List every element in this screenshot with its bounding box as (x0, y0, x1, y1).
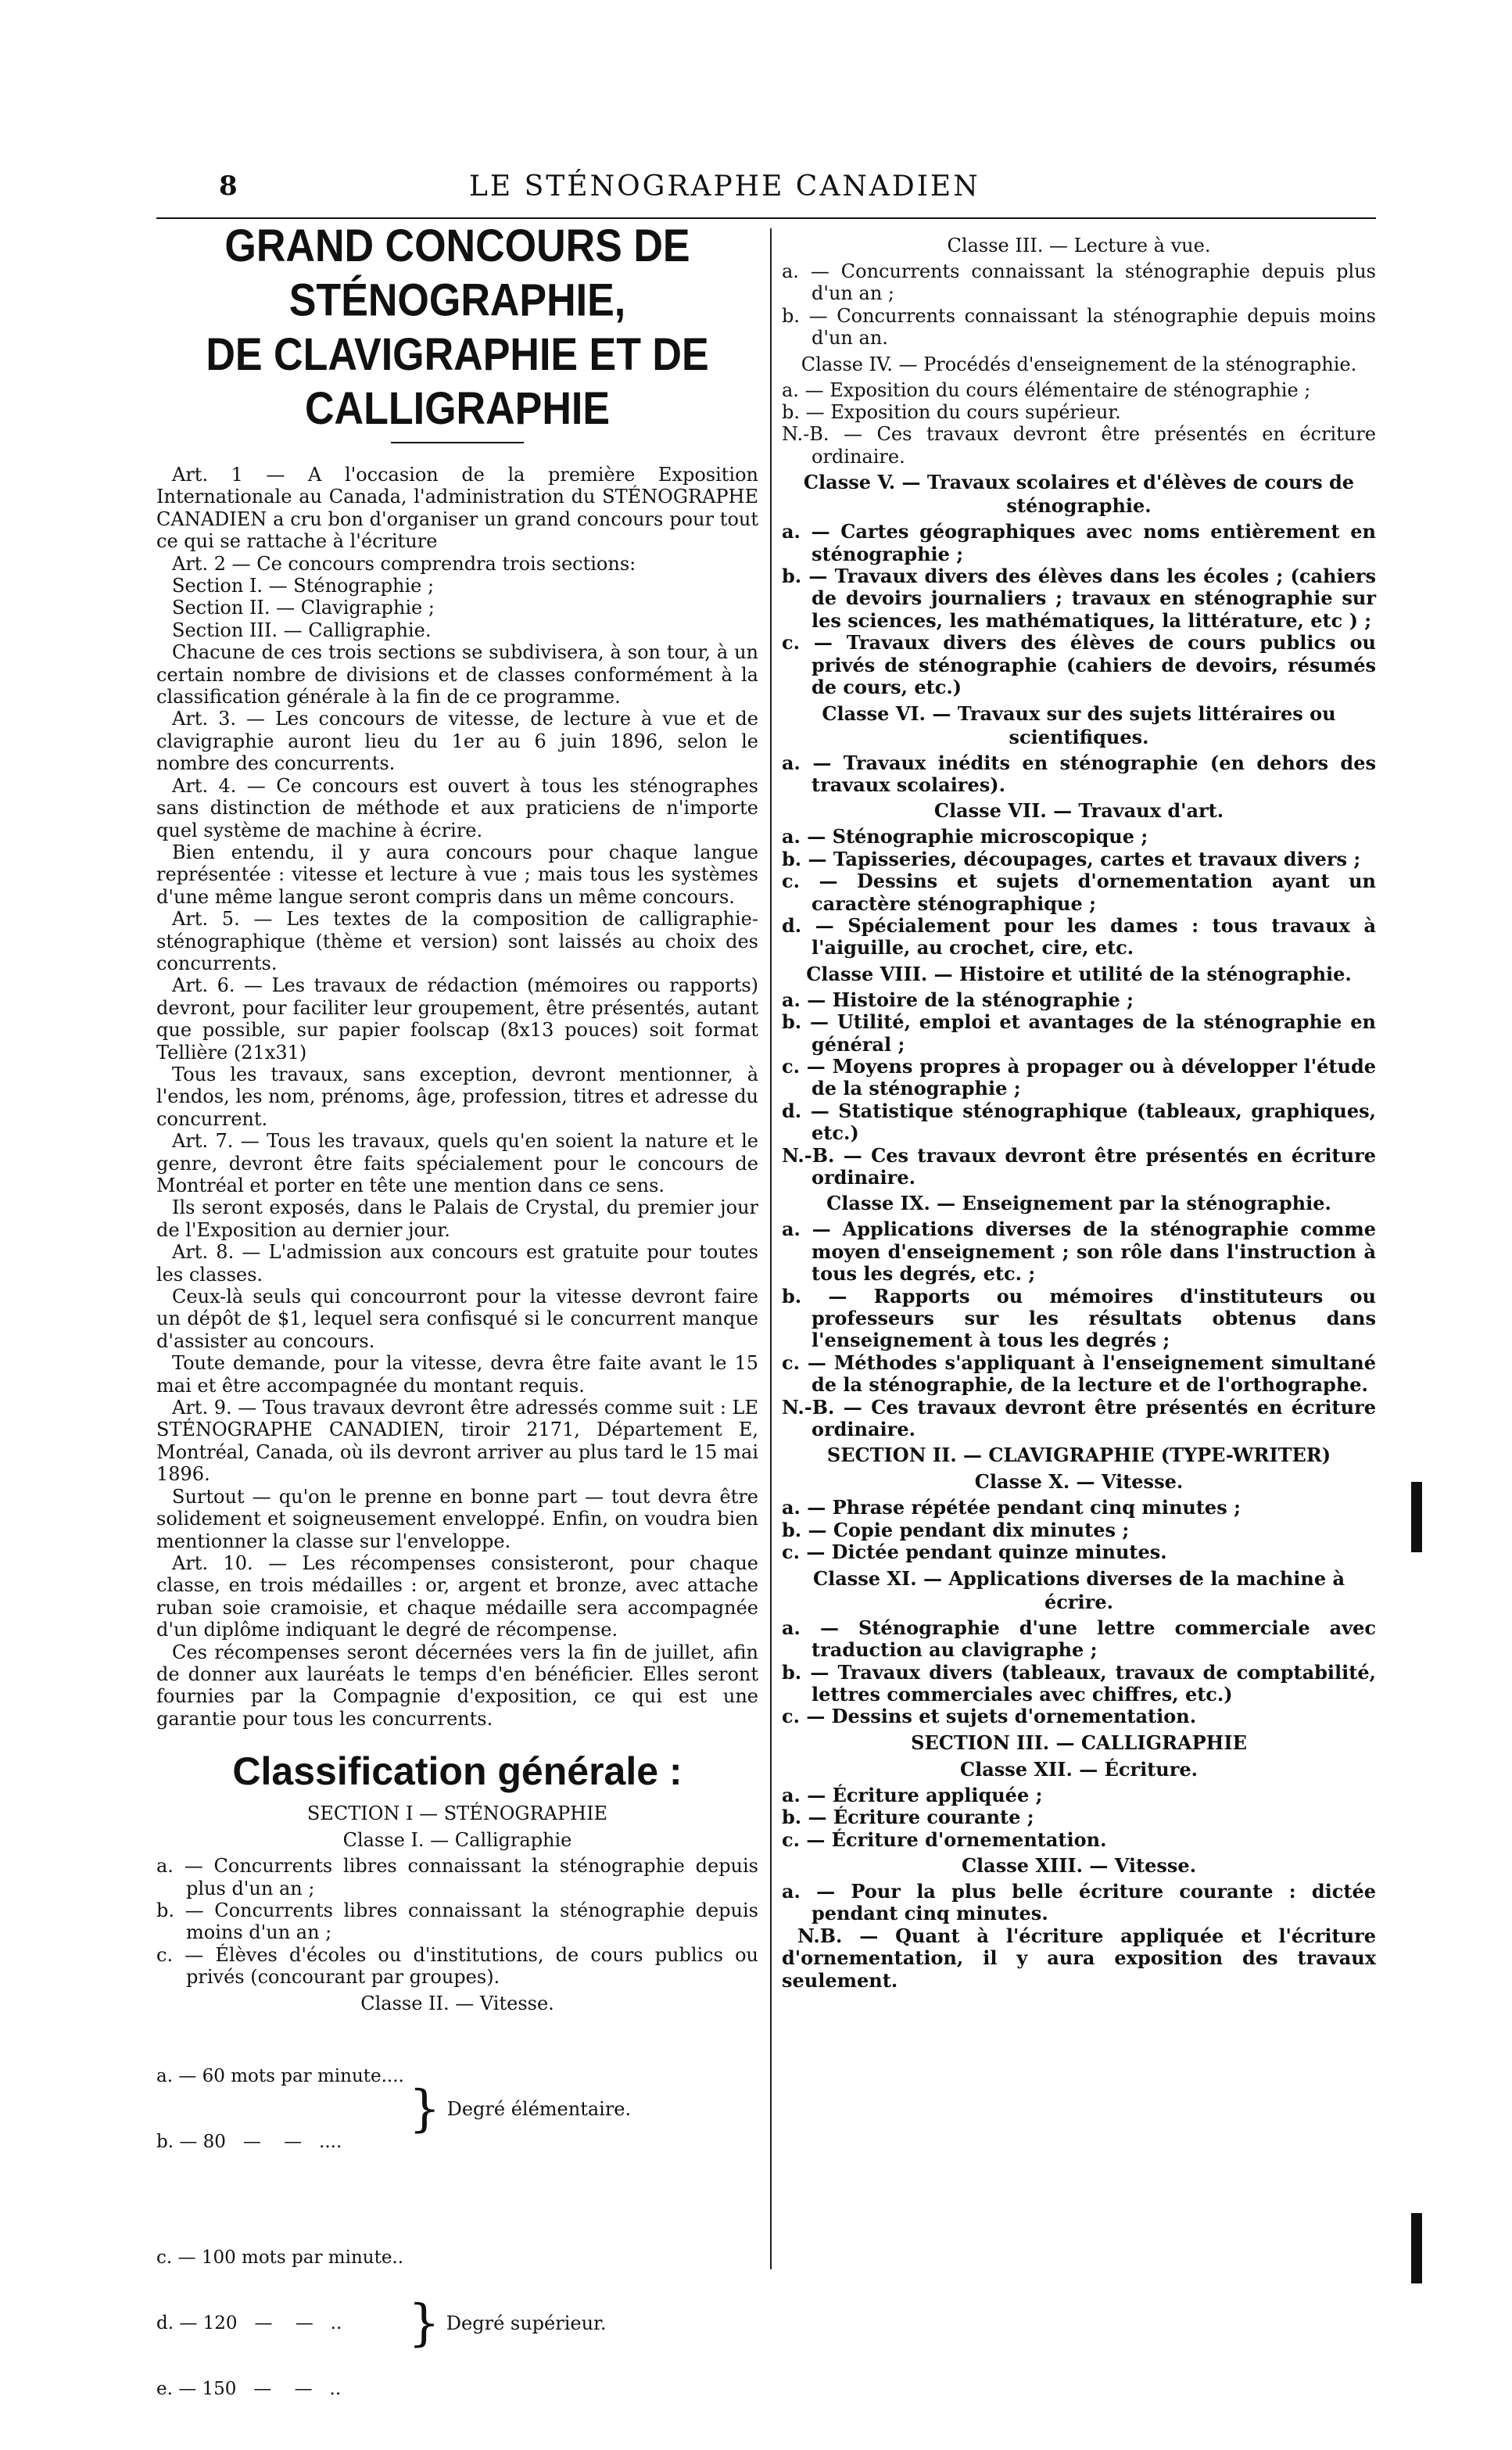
class-item: d. — Spécialement pour les dames : tous travaux à l'aiguille, au crochet, cire, etc. (782, 913, 1376, 960)
class-item: c. — Élèves d'écoles ou d'institutions, de cours publics ou privés (concourant par groupes). (156, 1943, 758, 1989)
right-column (782, 231, 1376, 2268)
class-heading: Classe XIII. — Vitesse. (961, 1853, 1197, 1877)
article-paragraph: Ils seront exposés, dans le Palais de Crystal, du premier jour de l'Exposition au dernier jour. (156, 1196, 758, 1241)
class-item: d. — Statistique sténographique (tableaux, graphiques, etc.) (782, 1099, 1376, 1145)
brace-icon: } (408, 2294, 440, 2352)
left-column (156, 221, 759, 2399)
article-paragraph: Art. 4. — Ce concours est ouvert à tous les sténographes sans distinction de méthode et aux praticiens de n'importe quel système de machine à écrire. (156, 774, 758, 841)
class-item: c. — Méthodes s'appliquant à l'enseignement simultané de la sténographie, de la lecture et de l'orthographe. (782, 1351, 1376, 1397)
article-body (156, 464, 758, 1730)
classification-title: Classification générale : (232, 1749, 683, 1794)
article-title-line: CALLIGRAPHIE (305, 383, 610, 435)
class-item: c. — Travaux divers des élèves de cours publics ou privés de sténographie (cahiers de devoirs, résumés de cours, etc.) (782, 631, 1376, 699)
article-paragraph: Bien entendu, il y aura concours pour chaque langue représentée : vitesse et lecture à vue ; mais tous les systèmes d'une même langue seront compris dans un même concours. (156, 841, 758, 908)
article-paragraph: Art. 7. — Tous les travaux, quels qu'en soient la nature et le genre, devront être faits spécialement pour le concours de Montréal et porter en tête une mention dans ce sens. (156, 1130, 758, 1196)
class-item: a. — Travaux inédits en sténographie (en dehors des travaux scolaires). (782, 751, 1376, 796)
article-paragraph: Ces récompenses seront décernées vers la fin de juillet, afin de donner aux lauréats le temps d'en bénéficier. Elles seront fournies par la Compagnie d'exposition, ce qui est une garantie pour tous les concurrents. (156, 1641, 758, 1730)
class-item: c. — Dessins et sujets d'ornementation ayant un caractère sténographique ; (782, 870, 1376, 915)
class-item: b. — Rapports ou mémoires d'instituteurs ou professeurs sur les résultats obtenus dans l'enseignement à tous les degrés ; (782, 1284, 1376, 1352)
class-item: a. — Pour la plus belle écriture courante : dictée pendant cinq minutes. (782, 1879, 1376, 1925)
class-note: N.-B. — Ces travaux devront être présentés en écriture ordinaire. (782, 423, 1376, 468)
running-head (219, 170, 1368, 217)
article-paragraph: Art. 2 — Ce concours comprendra trois sections: (172, 552, 636, 575)
class-heading: Classe I. — Calligraphie (342, 1829, 572, 1852)
class-item: b. — Tapisseries, découpages, cartes et travaux divers ; (782, 847, 1361, 870)
degree-label: Degré élémentaire. (446, 2097, 632, 2120)
journal-title: LE STÉNOGRAPHE CANADIEN (469, 170, 980, 203)
speed-row: b. — 80 — — .... (156, 2131, 342, 2152)
class-item: a. — Sténographie microscopique ; (782, 825, 1148, 848)
class-item: a. — Exposition du cours élémentaire de sténographie ; (782, 378, 1311, 401)
class-heading: Classe IX. — Enseignement par la sténographie. (826, 1192, 1331, 1215)
article-paragraph: Toute demande, pour la vitesse, devra être faite avant le 15 mai et être accompagnée du montant requis. (156, 1352, 758, 1397)
class-item: c. — Moyens propres à propager ou à développer l'étude de la sténographie ; (782, 1054, 1376, 1100)
class-item: b. — Concurrents libres connaissant la sténographie depuis moins d'un an ; (156, 1899, 758, 1944)
speed-groups (156, 2021, 631, 2450)
article-paragraph: Section II. — Clavigraphie ; (172, 597, 435, 619)
article-paragraph: Section III. — Calligraphie. (172, 619, 432, 641)
page-edge-mark (1411, 2213, 1422, 2283)
class-heading: Classe V. — Travaux scolaires et d'élèves de cours de sténographie. (803, 471, 1355, 518)
article-paragraph: Art. 9. — Tous travaux devront être adressés comme suit : LE STÉNOGRAPHE CANADIEN, tiroir 2171, Département E, Montréal, Canada, où ils devront arriver au plus tard le 15 mai 1896. (156, 1397, 758, 1486)
speed-row: c. — 100 mots par minute.. (156, 2247, 404, 2268)
brace-icon: } (408, 2079, 441, 2138)
class-item: a. — Applications diverses de la sténographie comme moyen d'enseignement ; son rôle dans l'instruction à tous les degrés, etc. ; (782, 1218, 1376, 1286)
class-heading: Classe VIII. — Histoire et utilité de la sténographie. (806, 962, 1352, 985)
speed-rows (156, 2203, 403, 2444)
class-item: b. — Travaux divers (tableaux, travaux de comptabilité, lettres commerciales avec chiffres, etc.) (782, 1660, 1376, 1706)
section-heading: SECTION I — STÉNOGRAPHIE (306, 1803, 608, 1825)
article-paragraph: Surtout — qu'on le prenne en bonne part — tout devra être solidement et soigneusement enveloppé. Enfin, on voudra bien mentionner la classe sur l'enveloppe. (156, 1485, 758, 1552)
article-paragraph: Section I. — Sténographie ; (172, 575, 435, 597)
page-number: 8 (219, 170, 238, 202)
class-note: N.-B. — Ces travaux devront être présentés en écriture ordinaire. (782, 1143, 1376, 1189)
page-edge-mark (1411, 1482, 1422, 1552)
class-item: a. — Phrase répétée pendant cinq minutes ; (782, 1496, 1241, 1519)
class-item: a. — Écriture appliquée ; (782, 1783, 1043, 1806)
article-paragraph: Tous les travaux, sans exception, devront mentionner, à l'endos, les nom, prénoms, âge, profession, titres et adresse du concurrent. (156, 1063, 759, 1130)
class-item: b. — Exposition du cours supérieur. (782, 401, 1121, 424)
section-heading: SECTION III. — CALLIGRAPHIE (911, 1731, 1247, 1754)
class-note: N.-B. — Ces travaux devront être présentés en écriture ordinaire. (782, 1395, 1376, 1441)
class-heading: Classe II. — Vitesse. (360, 1992, 554, 2014)
degree-group-elementary (156, 2021, 631, 2197)
speed-rows (156, 2021, 404, 2197)
class-item: c. — Dictée pendant quinze minutes. (782, 1541, 1167, 1564)
article-title-line: GRAND CONCOURS DE STÉNOGRAPHIE, (224, 221, 690, 326)
article-paragraph: Art. 6. — Les travaux de rédaction (mémoires ou rapports) devront, pour faciliter leur groupement, être présentés, autant que possible, sur papier foolscap (8x13 pouces) soit format Tellière (21x31) (156, 974, 758, 1064)
speed-table (156, 2021, 758, 2450)
degree-label: Degré supérieur. (446, 2312, 607, 2334)
class-item: a. — Concurrents connaissant la sténographie depuis plus d'un an ; (782, 260, 1376, 305)
article-paragraph: Chacune de ces trois sections se subdivisera, à son tour, à un certain nombre de divisions et de classes conformément à la classification générale à la fin de ce programme. (156, 641, 758, 708)
class-item: b. — Copie pendant dix minutes ; (782, 1518, 1130, 1541)
speed-row: e. — 150 — — .. (156, 2378, 342, 2399)
article-paragraph: Art. 8. — L'admission aux concours est gratuite pour toutes les classes. (156, 1241, 758, 1286)
class-item: a. — Concurrents libres connaissant la sténographie depuis plus d'un an ; (156, 1855, 758, 1899)
class-item: b. — Écriture courante ; (782, 1806, 1034, 1829)
class-heading: Classe III. — Lecture à vue. (947, 235, 1211, 256)
final-note: N.B. — Quant à l'écriture appliquée et l'écriture d'ornementation, il y aura exposition des travaux seulement. (782, 1924, 1376, 1992)
article-title (156, 219, 758, 436)
class-item: c. — Écriture d'ornementation. (782, 1828, 1107, 1851)
title-rule (391, 442, 524, 443)
article-paragraph: Art. 1 — A l'occasion de la première Exposition Internationale au Canada, l'administration du STÉNOGRAPHE CANADIEN a cru bon d'organiser un grand concours pour tout ce qui se rattache à l'écriture (156, 464, 758, 553)
class-item: a. — Histoire de la sténographie ; (782, 988, 1134, 1011)
article-title-line: DE CLAVIGRAPHIE ET DE (206, 329, 709, 381)
class-item: a. — Cartes géographiques avec noms entièrement en sténographie ; (782, 520, 1376, 565)
class-item: b. — Utilité, emploi et avantages de la sténographie en général ; (782, 1010, 1376, 1056)
article-paragraph: Ceux-là seuls qui concourront pour la vitesse devront faire un dépôt de $1, lequel sera confisqué si le concurrent manque d'assister au concours. (156, 1286, 758, 1352)
section-heading: SECTION II. — CLAVIGRAPHIE (TYPE-WRITER) (826, 1444, 1331, 1467)
class-item: b. — Travaux divers des élèves dans les écoles ; (cahiers de devoirs journaliers ; travaux en sténographie sur les sciences, les mathématiques, la littérature, etc ) ; (782, 565, 1376, 632)
speed-row: d. — 120 — — .. (156, 2312, 342, 2333)
class-item: b. — Concurrents connaissant la sténographie depuis moins d'un an. (782, 304, 1376, 350)
class-heading: Classe X. — Vitesse. (974, 1470, 1184, 1494)
class-item: c. — Dessins et sujets d'ornementation. (782, 1705, 1197, 1728)
article-paragraph: Art. 5. — Les textes de la composition de calligraphie-sténographique (thème et version) sont laissés au choix des concurrents. (156, 908, 758, 974)
article-paragraph: Art. 3. — Les concours de vitesse, de lecture à vue et de clavigraphie auront lieu du 1er au 6 juin 1896, selon le nombre des concurrents. (156, 708, 758, 775)
class-heading: Classe XI. — Applications diverses de la machine à écrire. (812, 1566, 1345, 1613)
degree-group-superior (156, 2203, 631, 2444)
column-divider (770, 228, 772, 2269)
article-paragraph: Art. 10. — Les récompenses consisteront, pour chaque classe, en trois médailles : or, argent et bronze, avec attache ruban soie cramoisie, et chaque médaille sera accompagnée d'un diplôme indiquant le degré de récompense. (156, 1551, 758, 1641)
class-item: a. — Sténographie d'une lettre commerciale avec traduction au clavigraphe ; (782, 1616, 1376, 1662)
class-heading: Classe XII. — Écriture. (959, 1757, 1198, 1781)
speed-row: a. — 60 mots par minute.... (156, 2065, 404, 2086)
class-heading: Classe VI. — Travaux sur des sujets littéraires ou scientifiques. (822, 701, 1336, 748)
class-heading: Classe VII. — Travaux d'art. (933, 799, 1224, 823)
class-heading: Classe IV. — Procédés d'enseignement de la sténographie. (801, 353, 1357, 375)
